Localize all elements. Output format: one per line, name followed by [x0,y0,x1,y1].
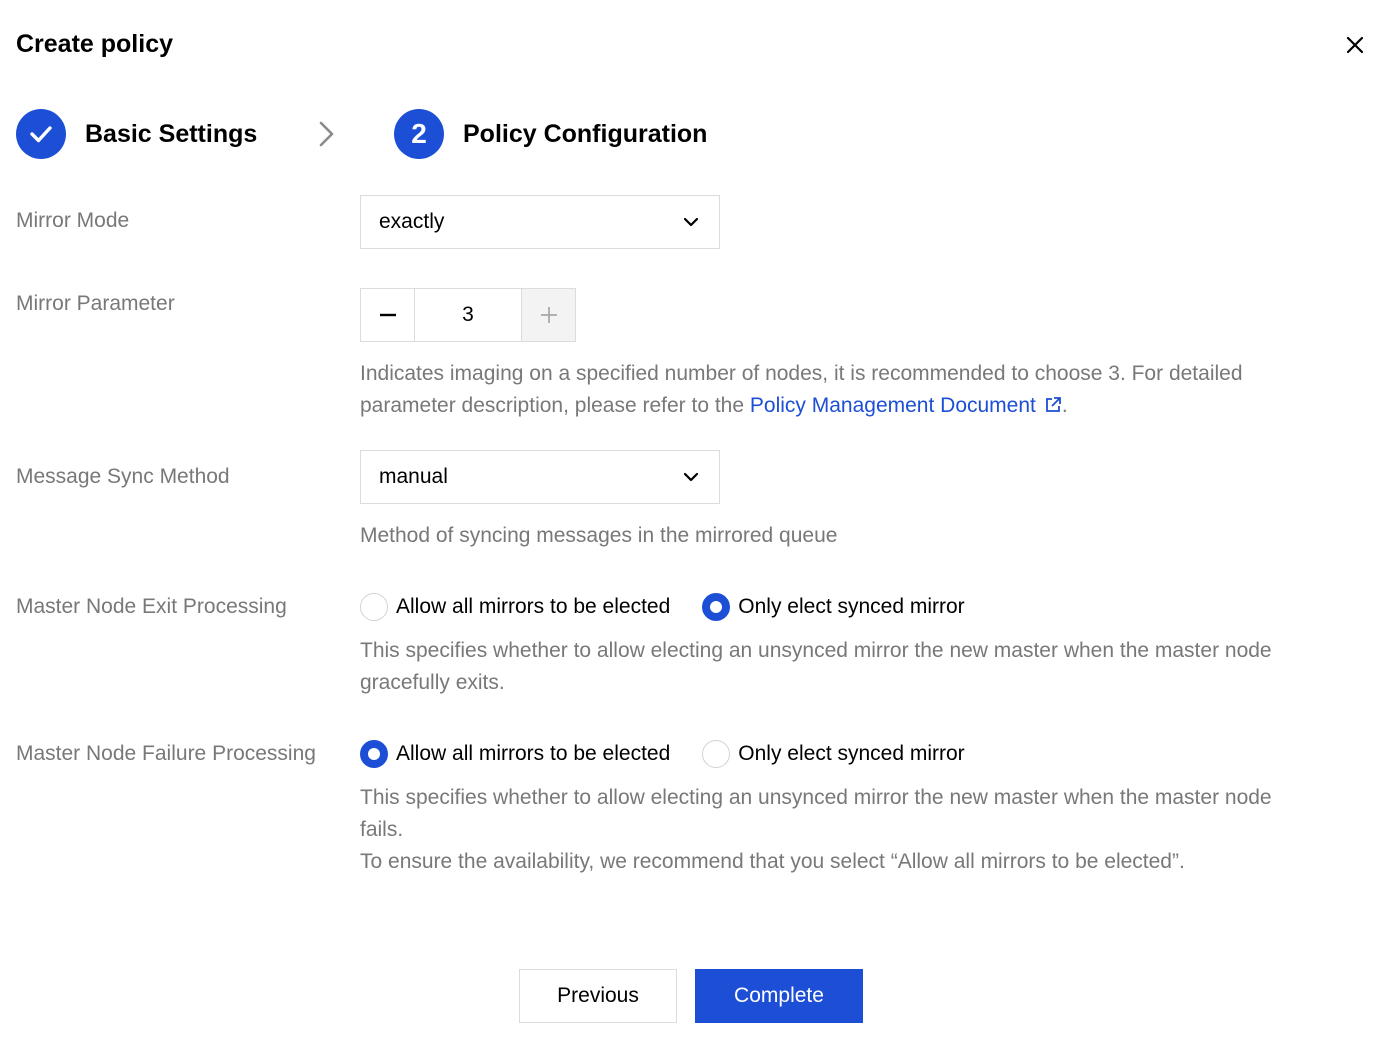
step-label-basic-settings: Basic Settings [85,119,258,148]
exit-radio-only-synced[interactable] [702,593,964,621]
exit-radio-allow-all[interactable] [360,593,670,621]
failure-radio-only-synced-label: Only elect synced mirror [738,742,965,765]
external-link-icon [1044,396,1062,414]
exit-processing-radio-group [360,592,997,622]
radio-checked [702,593,730,621]
help-trailing-period: . [1061,394,1068,417]
policy-document-link-text: Policy Management Document [749,394,1036,417]
failure-radio-allow-all-label: Allow all mirrors to be elected [396,742,671,765]
radio-unchecked [360,593,388,621]
step-basic-settings [16,109,257,159]
close-button[interactable] [1340,30,1370,60]
dialog-title: Create policy [16,30,174,58]
failure-radio-only-synced[interactable] [702,740,964,768]
step-done-circle [16,109,66,159]
mirror-mode-select[interactable] [360,195,720,249]
previous-button[interactable]: Previous [519,969,677,1023]
plus-icon [540,306,558,324]
mirror-mode-value: exactly [379,210,445,233]
exit-radio-only-synced-label: Only elect synced mirror [738,595,965,618]
step-number-circle: 2 [394,109,444,159]
failure-processing-radio-group [360,739,997,769]
mirror-parameter-help [360,358,1320,422]
step-policy-configuration [394,109,707,159]
minus-icon [378,305,398,325]
exit-radio-allow-all-label: Allow all mirrors to be elected [396,595,671,618]
message-sync-help: Method of syncing messages in the mirrored queue [360,524,838,547]
message-sync-label: Message Sync Method [16,465,230,488]
failure-processing-help [360,782,1320,878]
failure-radio-allow-all[interactable] [360,740,670,768]
exit-processing-label: Master Node Exit Processing [16,595,287,618]
failure-processing-help-line-1: This specifies whether to allow electing an unsynced mirror the new master when the master node fails. [360,786,1272,841]
failure-processing-help-line-2: To ensure the availability, we recommend that you select “Allow all mirrors to be elected”. [360,850,1185,873]
failure-processing-label: Master Node Failure Processing [16,742,316,765]
mirror-mode-label: Mirror Mode [16,209,130,232]
radio-checked [360,740,388,768]
decrement-button[interactable] [361,289,415,341]
mirror-parameter-help-text: Indicates imaging on a specified number of nodes, it is recommended to choose 3. For detailed parameter description, please refer to the [360,362,1243,417]
complete-button[interactable]: Complete [695,969,863,1023]
exit-processing-help: This specifies whether to allow electing an unsynced mirror the new master when the master node gracefully exits. [360,639,1272,694]
chevron-down-icon [681,212,701,232]
mirror-parameter-label: Mirror Parameter [16,292,175,315]
message-sync-select[interactable] [360,450,720,504]
check-icon [28,121,54,147]
chevron-right-icon [314,119,338,149]
message-sync-value: manual [379,465,448,488]
mirror-parameter-input[interactable]: 3 [462,303,474,326]
step-label-policy-configuration: Policy Configuration [463,119,708,148]
policy-document-link[interactable] [750,394,1062,417]
chevron-down-icon [681,467,701,487]
close-icon [1345,35,1365,55]
mirror-parameter-stepper [360,288,576,342]
increment-button[interactable] [521,289,575,341]
radio-unchecked [702,740,730,768]
